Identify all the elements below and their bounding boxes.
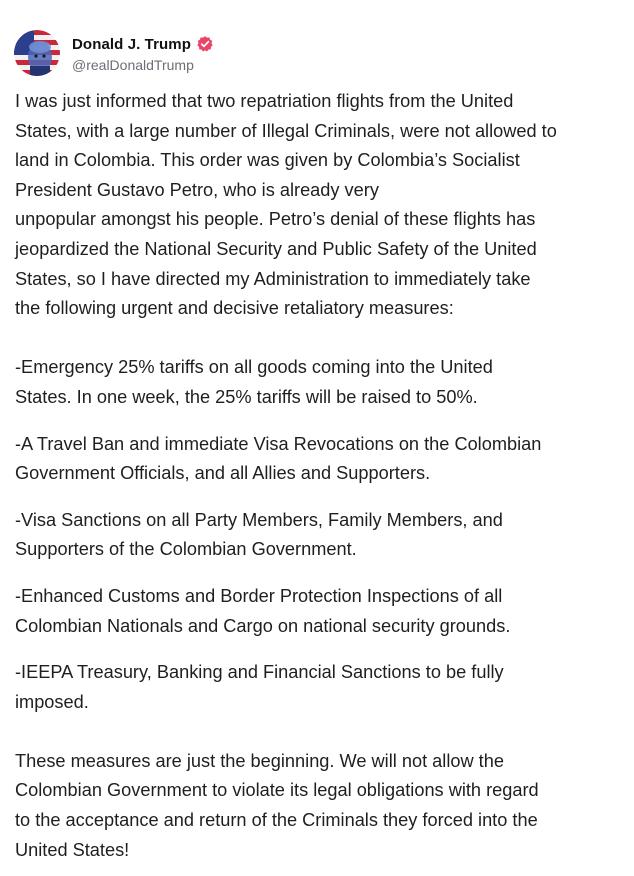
intro-line: States, with a large number of Illegal Criminals, were not allowed to: [15, 120, 557, 141]
measure-line: States. In one week, the 25% tariffs will be raised to 50%.: [15, 386, 478, 407]
intro-line: the following urgent and decisive retaliatory measures:: [15, 298, 454, 319]
measure-item: [15, 582, 627, 641]
intro-line: President Gustavo Petro, who is already very: [15, 179, 379, 200]
intro-line: I was just informed that two repatriation flights from the United: [15, 91, 514, 111]
measure-line: -Enhanced Customs and Border Protection Inspections of all: [15, 585, 503, 606]
measure-item: [15, 430, 627, 489]
avatar[interactable]: [14, 30, 60, 76]
intro-line: jeopardized the National Security and Public Safety of the United: [15, 238, 537, 259]
closing-line: United States!: [15, 839, 130, 860]
measure-line: -Emergency 25% tariffs on all goods coming into the United: [15, 357, 493, 378]
closing-line: to the acceptance and return of the Criminals they forced into the: [15, 810, 538, 831]
closing-paragraph: [15, 747, 627, 865]
closing-line: Colombian Government to violate its legal obligations with regard: [15, 780, 539, 801]
measure-line: imposed.: [15, 691, 89, 712]
measure-line: -A Travel Ban and immediate Visa Revocations on the Colombian: [15, 433, 542, 454]
measure-line: Government Officials, and all Allies and Supporters.: [15, 463, 431, 484]
intro-line: States, so I have directed my Administration to immediately take: [15, 268, 531, 289]
post-body: [15, 87, 627, 865]
measure-line: -IEEPA Treasury, Banking and Financial Sanctions to be fully: [15, 662, 504, 683]
author-handle[interactable]: @realDonaldTrump: [72, 57, 194, 73]
measure-item: [15, 353, 627, 412]
intro-line: land in Colombia. This order was given by Colombia’s Socialist: [15, 150, 520, 171]
post-header: [14, 30, 214, 76]
measure-item: [15, 658, 627, 717]
measure-item: [15, 506, 627, 565]
name-row: [72, 33, 214, 55]
display-name[interactable]: Donald J. Trump: [72, 35, 192, 53]
intro-line: unpopular amongst his people. Petro’s denial of these flights has: [15, 209, 536, 230]
measure-line: Colombian Nationals and Cargo on national security grounds.: [15, 615, 511, 636]
closing-line: These measures are just the beginning. We will not allow the: [15, 750, 504, 771]
intro-paragraph: [15, 87, 627, 324]
measure-line: Supporters of the Colombian Government.: [15, 539, 357, 560]
verified-badge-icon: [196, 35, 214, 53]
measure-line: -Visa Sanctions on all Party Members, Family Members, and: [15, 509, 503, 530]
author-names: [72, 33, 214, 73]
